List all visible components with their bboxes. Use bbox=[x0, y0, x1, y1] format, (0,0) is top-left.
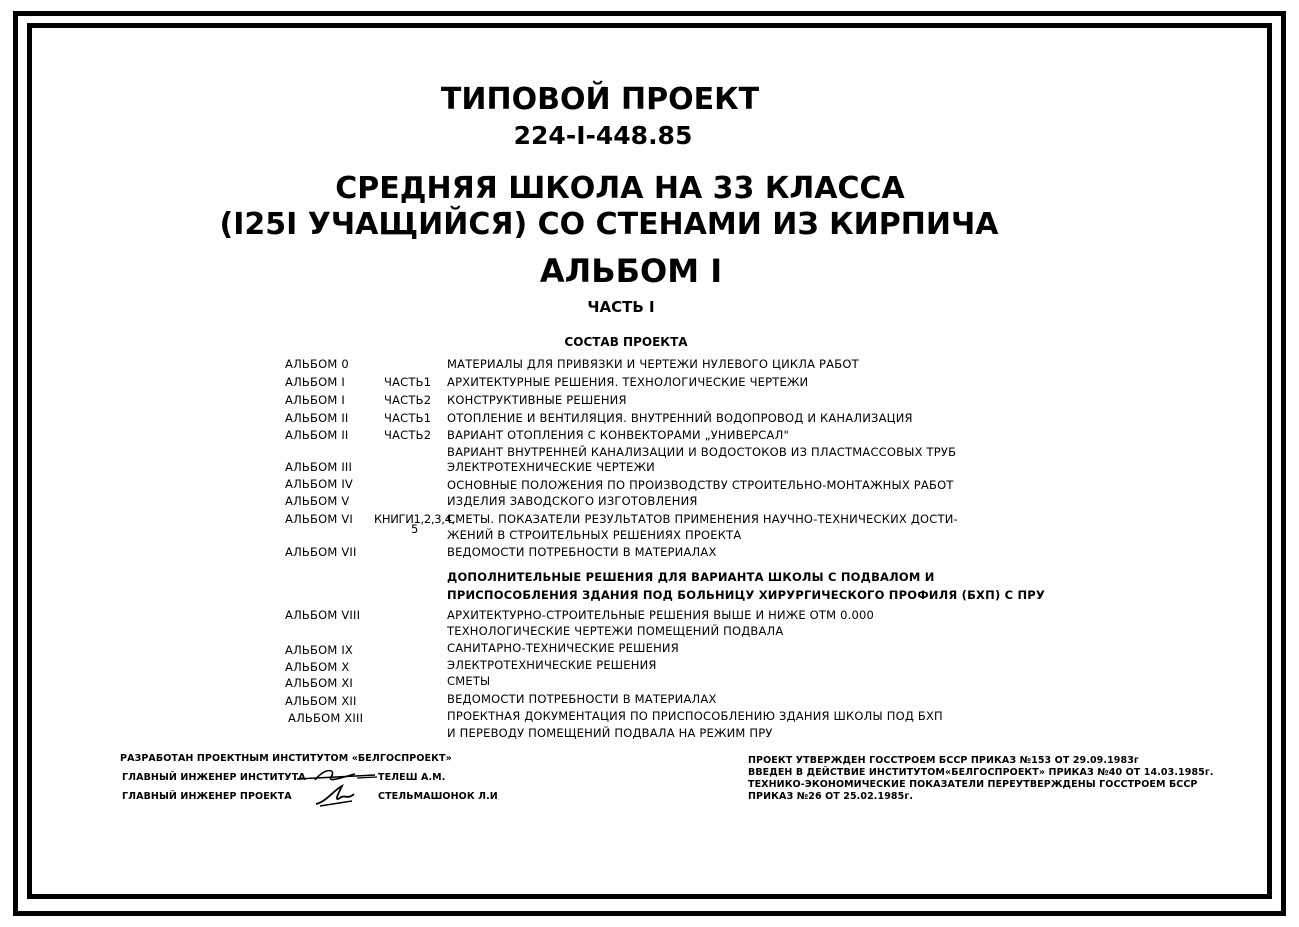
extra-heading-2: ПРИСПОСОБЛЕНИЯ ЗДАНИЯ ПОД БОЛЬНИЦУ ХИРУРГИЧЕСКОГО ПРОФИЛЯ (БХП) С ПРУ bbox=[447, 588, 1045, 602]
row-desc: ВЕДОМОСТИ ПОТРЕБНОСТИ В МАТЕРИАЛАХ bbox=[447, 692, 717, 706]
row-desc: КОНСТРУКТИВНЫЕ РЕШЕНИЯ bbox=[447, 393, 627, 407]
row-desc: ИЗДЕЛИЯ ЗАВОДСКОГО ИЗГОТОВЛЕНИЯ bbox=[447, 494, 698, 508]
row-desc: ЭЛЕКТРОТЕХНИЧЕСКИЕ РЕШЕНИЯ bbox=[447, 658, 657, 672]
row-album: АЛЬБОМ VI bbox=[285, 512, 353, 526]
row-part: ЧАСТЬ2 bbox=[384, 428, 432, 442]
row-desc: АРХИТЕКТУРНО-СТРОИТЕЛЬНЫЕ РЕШЕНИЯ ВЫШЕ И НИЖЕ ОТМ 0.000 bbox=[447, 608, 875, 622]
row-album: АЛЬБОМ I bbox=[285, 375, 345, 389]
row-album: АЛЬБОМ XII bbox=[285, 694, 357, 708]
approval-line-4: ПРИКАЗ №26 ОТ 25.02.1985г. bbox=[748, 791, 914, 802]
row-desc: И ПЕРЕВОДУ ПОМЕЩЕНИЙ ПОДВАЛА НА РЕЖИМ ПРУ bbox=[447, 726, 773, 740]
row-part: 5 bbox=[411, 522, 419, 536]
row-album: АЛЬБОМ IV bbox=[285, 477, 353, 491]
row-desc: ВАРИАНТ ВНУТРЕННЕЙ КАНАЛИЗАЦИИ И ВОДОСТОКОВ ИЗ ПЛАСТМАССОВЫХ ТРУБ bbox=[447, 445, 957, 459]
row-desc: ВАРИАНТ ОТОПЛЕНИЯ С КОНВЕКТОРАМИ „УНИВЕРСАЛ" bbox=[447, 428, 789, 442]
row-album: АЛЬБОМ VII bbox=[285, 545, 357, 559]
row-desc: АРХИТЕКТУРНЫЕ РЕШЕНИЯ. ТЕХНОЛОГИЧЕСКИЕ ЧЕРТЕЖИ bbox=[447, 375, 809, 389]
row-album: АЛЬБОМ X bbox=[285, 660, 350, 674]
row-album: АЛЬБОМ I bbox=[285, 393, 345, 407]
row-album: АЛЬБОМ 0 bbox=[285, 357, 349, 371]
row-desc: САНИТАРНО-ТЕХНИЧЕСКИЕ РЕШЕНИЯ bbox=[447, 641, 679, 655]
extra-heading-1: ДОПОЛНИТЕЛЬНЫЕ РЕШЕНИЯ ДЛЯ ВАРИАНТА ШКОЛЫ С ПОДВАЛОМ И bbox=[447, 570, 935, 584]
row-album: АЛЬБОМ IX bbox=[285, 643, 353, 657]
row-desc: ВЕДОМОСТИ ПОТРЕБНОСТИ В МАТЕРИАЛАХ bbox=[447, 545, 717, 559]
row-desc: МАТЕРИАЛЫ ДЛЯ ПРИВЯЗКИ И ЧЕРТЕЖИ НУЛЕВОГО ЦИКЛА РАБОТ bbox=[447, 357, 859, 371]
chief-engineer-name: ТЕЛЕШ А.М. bbox=[378, 772, 446, 783]
row-album: АЛЬБОМ XI bbox=[285, 676, 353, 690]
row-desc: СМЕТЫ bbox=[447, 674, 491, 688]
row-album: АЛЬБОМ V bbox=[285, 494, 350, 508]
row-part: ЧАСТЬ1 bbox=[384, 411, 432, 425]
row-desc: ПРОЕКТНАЯ ДОКУМЕНТАЦИЯ ПО ПРИСПОСОБЛЕНИЮ ЗДАНИЯ ШКОЛЫ ПОД БХП bbox=[447, 709, 943, 723]
row-part: ЧАСТЬ2 bbox=[384, 393, 432, 407]
approval-line-1: ПРОЕКТ УТВЕРЖДЕН ГОССТРОЕМ БССР ПРИКАЗ №153 ОТ 29.09.1983г bbox=[748, 755, 1139, 766]
row-album: АЛЬБОМ II bbox=[285, 411, 349, 425]
row-album: АЛЬБОМ XIII bbox=[288, 711, 364, 725]
project-engineer-name: СТЕЛЬМАШОНОК Л.И bbox=[378, 791, 498, 802]
row-desc: ОСНОВНЫЕ ПОЛОЖЕНИЯ ПО ПРОИЗВОДСТВУ СТРОИТЕЛЬНО-МОНТАЖНЫХ РАБОТ bbox=[447, 478, 954, 492]
signature-project-engineer bbox=[312, 782, 357, 810]
row-part: ЧАСТЬ1 bbox=[384, 375, 432, 389]
row-part: КНИГИ1,2,3,4, bbox=[374, 512, 456, 526]
approval-line-2: ВВЕДЕН В ДЕЙСТВИЕ ИНСТИТУТОМ«БЕЛГОСПРОЕКТ» ПРИКАЗ №40 ОТ 14.03.1985г. bbox=[748, 767, 1214, 778]
row-desc: ОТОПЛЕНИЕ И ВЕНТИЛЯЦИЯ. ВНУТРЕННИЙ ВОДОПРОВОД И КАНАЛИЗАЦИЯ bbox=[447, 411, 913, 425]
project-engineer-label: ГЛАВНЫЙ ИНЖЕНЕР ПРОЕКТА bbox=[122, 791, 292, 802]
approval-line-3: ТЕХНИКО-ЭКОНОМИЧЕСКИЕ ПОКАЗАТЕЛИ ПЕРЕУТВЕРЖДЕНЫ ГОССТРОЕМ БССР bbox=[748, 779, 1198, 790]
row-desc: ТЕХНОЛОГИЧЕСКИЕ ЧЕРТЕЖИ ПОМЕЩЕНИЙ ПОДВАЛА bbox=[447, 624, 784, 638]
row-album: АЛЬБОМ III bbox=[285, 460, 353, 474]
row-album: АЛЬБОМ II bbox=[285, 428, 349, 442]
developed-by: РАЗРАБОТАН ПРОЕКТНЫМ ИНСТИТУТОМ «БЕЛГОСПРОЕКТ» bbox=[120, 753, 452, 764]
chief-engineer-label: ГЛАВНЫЙ ИНЖЕНЕР ИНСТИТУТА bbox=[122, 772, 306, 783]
row-desc: СМЕТЫ. ПОКАЗАТЕЛИ РЕЗУЛЬТАТОВ ПРИМЕНЕНИЯ НАУЧНО-ТЕХНИЧЕСКИХ ДОСТИ- bbox=[447, 512, 958, 526]
row-desc: ЖЕНИЙ В СТРОИТЕЛЬНЫХ РЕШЕНИЯХ ПРОЕКТА bbox=[447, 528, 742, 542]
row-desc: ЭЛЕКТРОТЕХНИЧЕСКИЕ ЧЕРТЕЖИ bbox=[447, 460, 655, 474]
row-album: АЛЬБОМ VIII bbox=[285, 608, 361, 622]
